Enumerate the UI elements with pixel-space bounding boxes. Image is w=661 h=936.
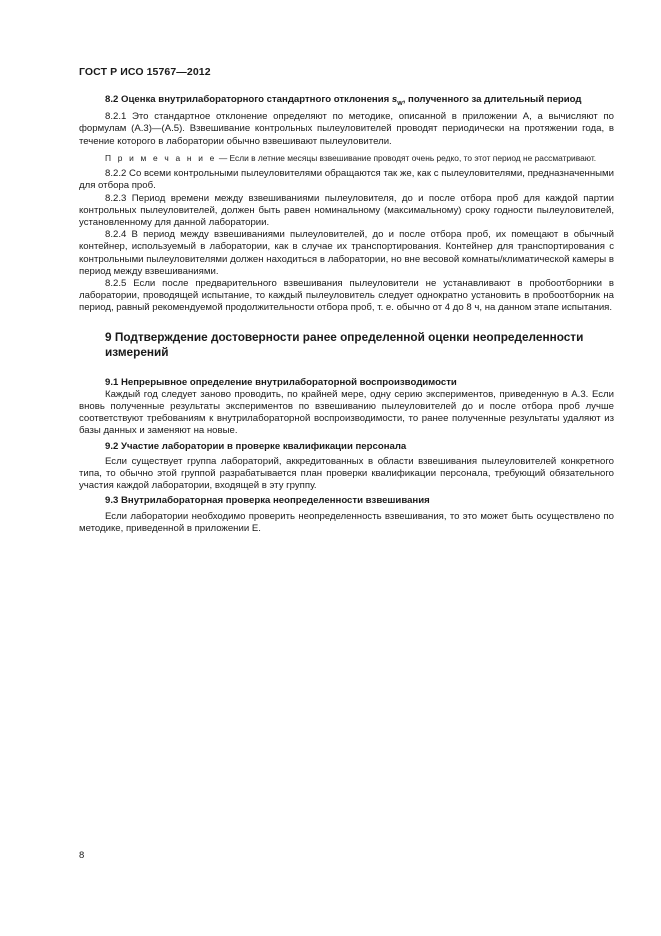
paragraph-9-2: Если существует группа лабораторий, аккредитованных в области взвешивания пылеуловителей конкретного типа, то обычно этой группой разрабатывается план проверки квалификации персонала, требующий обязательного участия каждой лаборатории, входящей в эту группу. bbox=[79, 455, 614, 492]
note-text: — Если в летние месяцы взвешивание проводят очень редко, то этот период не рассматривают. bbox=[216, 152, 597, 163]
standard-header: ГОСТ Р ИСО 15767—2012 bbox=[79, 66, 211, 78]
paragraph-9-3: Если лаборатории необходимо проверить неопределенность взвешивания, то это может быть осуществлено по методике, приведенной в приложении Е. bbox=[79, 510, 614, 534]
heading-9-1: 9.1 Непрерывное определение внутрилабораторной воспроизводимости bbox=[105, 376, 457, 388]
heading-9-2: 9.2 Участие лаборатории в проверке квалификации персонала bbox=[105, 440, 407, 452]
heading-9-3: 9.3 Внутрилабораторная проверка неопределенности взвешивания bbox=[105, 495, 430, 507]
document-body bbox=[79, 94, 614, 535]
heading-8-2-text: 8.2 Оценка внутрилабораторного стандартного отклонения bbox=[105, 94, 392, 105]
paragraph-8-2-1: 8.2.1 Это стандартное отклонение определяют по методике, описанной в приложении А, а вычисляют по формулам (А.3)—(А.5). Взвешивание контрольных пылеуловителей проводят периодически на протяжении года, в течение которого в лаборатории обычно взвешивают пылеуловители. bbox=[79, 111, 614, 147]
note-label: П р и м е ч а н и е bbox=[105, 152, 217, 163]
symbol-s: s bbox=[391, 94, 398, 105]
paragraph-8-2-4: 8.2.4 В период между взвешиваниями пылеуловителей, до и после отбора проб, их помещают в обычный контейнер, используемый в лаборатории, как в случае их транспортирования. Контейнер для транспортирования с контрольными пылеуловителями должен находиться в лаборатории, но вне весовой комнаты/климатической камеры в период между взвешиваниями. bbox=[79, 229, 614, 277]
heading-8-2-end: , полученного за длительный период bbox=[402, 94, 582, 105]
note bbox=[79, 152, 614, 164]
page-number: 8 bbox=[79, 850, 85, 861]
paragraph-8-2-5: 8.2.5 Если после предварительного взвешивания пылеуловители не устанавливают в пробоотборники в лаборатории, проводящей испытание, то каждый пылеуловитель следует однократно установить в пробоотборник на период, равный рекомендуемой продолжительности отбора проб, т. е. обычно от 4 до 8 ч, на данном этапе испытания. bbox=[79, 277, 614, 314]
paragraph-9-1: Каждый год следует заново проводить, по крайней мере, одну серию экспериментов, приведенную в А.3. Если вновь полученные результаты экспериментов по взвешиванию пылеуловителей до и после отбора проб лучше соответствуют требованиям к внутрилабораторной воспроизводимости, то ранее полученные результаты удаляют из базы данных и заменяют на новые. bbox=[79, 388, 614, 437]
heading-9: 9 Подтверждение достоверности ранее определенной оценки неопределенности измерений bbox=[105, 329, 584, 360]
paragraph-8-2-2: 8.2.2 Со всеми контрольными пылеуловителями обращаются так же, как с пылеуловителями, предназначенными для отбора проб. bbox=[79, 168, 614, 192]
paragraph-8-2-3: 8.2.3 Период времени между взвешиваниями пылеуловителя, до и после отбора проб для каждой партии контрольных пылеуловителей, должен быть равен номинальному (максимальному) сроку годности пылеуловителей, установленному для данной лаборатории. bbox=[79, 192, 614, 228]
symbol-subscript: w bbox=[397, 99, 403, 107]
heading-8-2 bbox=[79, 94, 614, 110]
